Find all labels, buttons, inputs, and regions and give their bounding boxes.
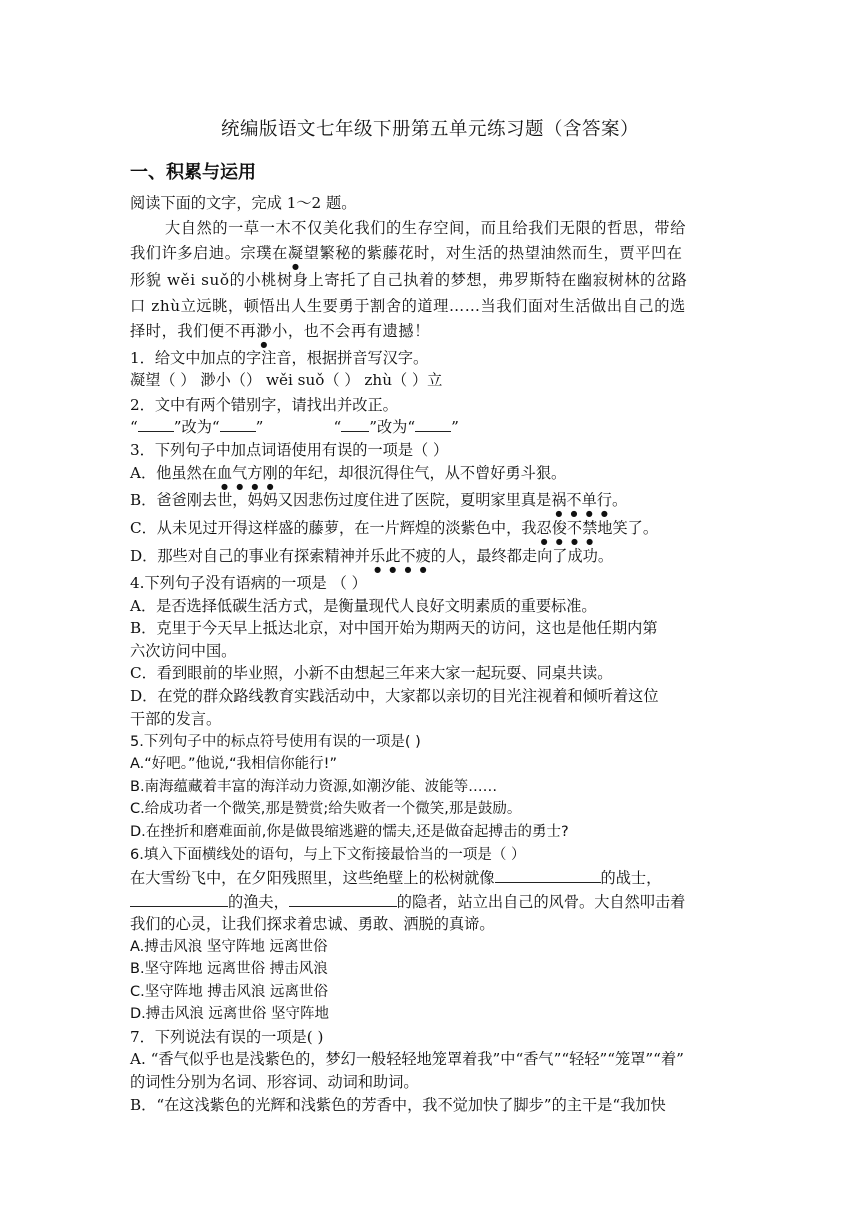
question-4-stem: 4.下列句子没有语病的一项是 （ ） xyxy=(130,574,367,592)
question-4-option-a: A．是否选择低碳生活方式，是衡量现代人良好文明素质的重要标准。 xyxy=(130,597,597,615)
question-6-stem: 6.填入下面横线处的语句，与上下文衔接最恰当的一项是（ ） xyxy=(130,847,526,863)
answer-blank[interactable] xyxy=(289,891,397,907)
answer-blank[interactable] xyxy=(415,416,451,432)
dotted-char: 凝 xyxy=(287,244,304,262)
passage-line: 形貌 wěi suǒ的小桃树身上寄托了自己执着的梦想，弗罗斯特在幽寂树林的岔路 xyxy=(130,271,688,289)
question-4-option-c: C．看到眼前的毕业照，小新不由想起三年来大家一起玩耍、同桌共读。 xyxy=(130,664,613,682)
document-title: 统编版语文七年级下册第五单元练习题（含答案） xyxy=(220,119,639,140)
question-1-options: 凝望（ ） 渺小（） wěi suǒ（ ） zhù（ ）立 xyxy=(130,371,443,389)
question-5-option-b: B.南海蕴藏着丰富的海洋动力资源,如潮汐能、波能等…… xyxy=(130,779,498,795)
passage-line: 择时，我们便不再渺小，也不会再有遗撼！ xyxy=(130,322,430,340)
answer-blank[interactable] xyxy=(220,416,256,432)
question-6-passage-line: 在大雪纷飞中，在夕阳残照里，这些绝壁上的松树就像 的战士， xyxy=(130,869,662,887)
dotted-phrase: 祸不单行 xyxy=(551,491,612,509)
question-3-option-a: A．他虽然在血气方刚的年纪，却很沉得住气，从不曾好勇斗狠。 xyxy=(130,464,567,482)
question-6-passage-line: 我们的心灵，让我们探求着忠诚、勇敢、洒脱的真谛。 xyxy=(130,915,495,933)
passage-line: 我们许多启迪。宗璞在凝望繁秘的紫藤花时，对生活的热望油然而生，贾平凹在 xyxy=(130,244,683,262)
question-5-option-a: A.“好吧。”他说,“我相信你能行!” xyxy=(130,756,337,772)
dotted-phrase: 血气方刚 xyxy=(216,464,278,482)
answer-blank[interactable] xyxy=(130,891,228,907)
question-7-option-b: B．“在这浅紫色的光辉和浅紫色的芳香中，我不觉加快了脚步”的主干是“我加快 xyxy=(130,1096,666,1114)
question-6-option-a: A.搏击风浪 坚守阵地 远离世俗 xyxy=(130,939,328,955)
question-4-option-d: D．在党的群众路线教育实践活动中，大家都以亲切的目光注视着和倾听着这位 xyxy=(130,687,659,705)
question-4-option-d-cont: 干部的发言。 xyxy=(130,710,222,728)
dotted-char: 渺 xyxy=(256,322,273,340)
dotted-phrase: 乐此不疲 xyxy=(370,547,431,565)
section-heading: 一、积累与运用 xyxy=(130,162,256,183)
question-6-option-b: B.坚守阵地 远离世俗 搏击风浪 xyxy=(130,961,328,977)
question-5-option-c: C.给成功者一个微笑,那是赞赏;给失败者一个微笑,那是鼓励。 xyxy=(130,801,522,817)
question-4-option-b: B．克里于今天早上抵达北京，对中国开始为期两天的访问，这也是他任期内第 xyxy=(130,619,658,637)
answer-blank[interactable] xyxy=(495,867,601,883)
question-2-answer-line: “ ”改为“ ” “ ”改为“ ” xyxy=(130,418,459,436)
passage-line: 口 zhù立远眺，顿悟出人生要勇于割舍的道理……当我们面对生活做出自己的选 xyxy=(130,297,686,315)
question-3-option-d: D．那些对自己的事业有探索精神并乐此不疲的人，最终都走向了成功。 xyxy=(130,547,613,565)
dotted-phrase: 忍俊不禁 xyxy=(536,519,598,537)
question-4-option-b-cont: 六次访问中国。 xyxy=(130,642,237,660)
question-3-option-c: C．从未见过开得这样盛的藤萝，在一片辉煌的淡紫色中，我忍俊不禁地笑了。 xyxy=(130,519,658,537)
question-5-stem: 5.下列句子中的标点符号使用有误的一项是( ) xyxy=(130,734,421,750)
question-6-option-d: D.搏击风浪 远离世俗 坚守阵地 xyxy=(130,1006,329,1022)
passage-line: 大自然的一草一木不仅美化我们的生存空间，而且给我们无限的哲思，带给 xyxy=(165,219,686,237)
question-3-option-b: B．爸爸刚去世，妈妈又因悲伤过度住进了医院，夏明家里真是祸不单行。 xyxy=(130,491,628,509)
answer-blank[interactable] xyxy=(341,416,369,432)
question-6-option-c: C.坚守阵地 搏击风浪 远离世俗 xyxy=(130,984,328,1000)
question-6-passage-line: 的渔夫， 的隐者，站立出自己的风骨。大自然叩击着 xyxy=(130,890,740,914)
reading-instruction: 阅读下面的文字，完成 1～2 题。 xyxy=(130,194,357,212)
question-2-stem: 2．文中有两个错别字，请找出并改正。 xyxy=(130,396,398,414)
question-7-stem: 7．下列说法有误的一项是( ) xyxy=(130,1028,324,1046)
answer-blank[interactable] xyxy=(138,416,174,432)
question-5-option-d: D.在挫折和磨难面前,你是做畏缩逃避的懦夫,还是做奋起搏击的勇士? xyxy=(130,824,569,840)
question-7-option-a: A. “香气似乎也是浅紫色的，梦幻一般轻轻地笼罩着我”中“香气”“轻轻”“笼罩”“着” xyxy=(130,1050,684,1068)
question-7-option-a-cont: 的词性分别为名词、形容词、动词和助词。 xyxy=(130,1073,419,1091)
question-1-stem: 1．给文中加点的字注音，根据拼音写汉字。 xyxy=(130,349,429,367)
question-3-stem: 3．下列句子中加点词语使用有误的一项是（ ） xyxy=(130,441,449,459)
